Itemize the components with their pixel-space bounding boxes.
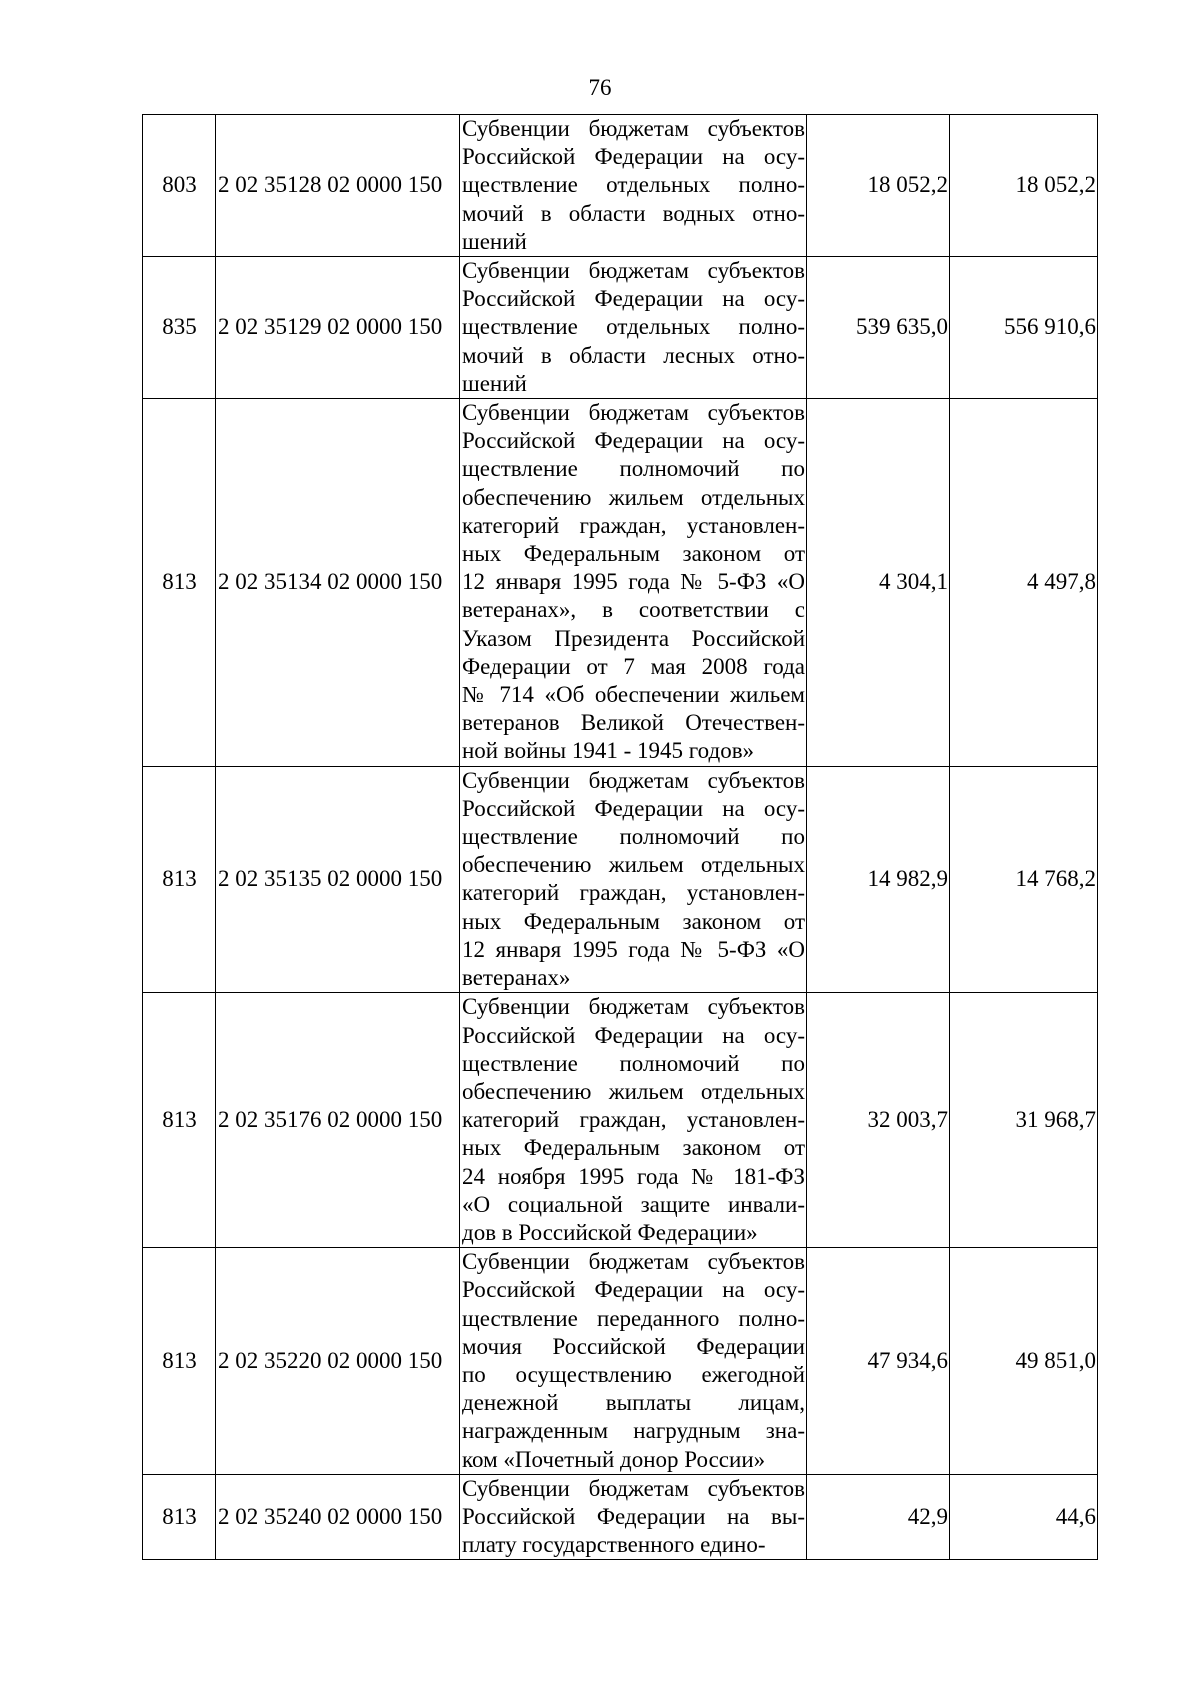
description-line: 24 ноября 1995 года № 181-ФЗ xyxy=(462,1163,805,1189)
amount-year2-cell: 14 768,2 xyxy=(950,766,1098,993)
description-line: категорий граждан, установлен- xyxy=(462,880,805,906)
table-row xyxy=(143,1248,1098,1475)
description-line: Субвенции бюджетам субъектов xyxy=(462,1249,805,1275)
description-line: ной войны 1941 - 1945 годов» xyxy=(462,738,755,764)
amount-year2-cell: 31 968,7 xyxy=(950,993,1098,1248)
description-line: Субвенции бюджетам субъектов xyxy=(462,116,805,141)
table-row xyxy=(143,993,1098,1248)
budget-classification-code-cell: 2 02 35240 02 0000 150 xyxy=(216,1474,460,1560)
amount-year1-cell: 14 982,9 xyxy=(807,766,950,993)
amount-year1-cell: 539 635,0 xyxy=(807,257,950,399)
description-line: ных Федеральным законом от xyxy=(462,541,805,567)
budget-classification-code-cell: 2 02 35220 02 0000 150 xyxy=(216,1248,460,1475)
description-line: мочия Российской Федерации xyxy=(462,1333,805,1359)
description-line: Субвенции бюджетам субъектов xyxy=(462,400,805,426)
page-number: 76 xyxy=(588,75,612,100)
amount-year2-cell: 49 851,0 xyxy=(950,1248,1098,1475)
budget-classification-code-cell: 2 02 35128 02 0000 150 xyxy=(216,115,460,257)
description-line: ществление полномочий по xyxy=(462,456,805,482)
amount-year2-cell: 4 497,8 xyxy=(950,399,1098,767)
table-row xyxy=(143,766,1098,993)
description-line: ществление переданного полно- xyxy=(462,1305,805,1331)
admin-code-cell: 813 xyxy=(143,399,216,767)
amount-year1-cell: 47 934,6 xyxy=(807,1248,950,1475)
description-line: Российской Федерации на осу- xyxy=(462,286,805,312)
description-line: ществление отдельных полно- xyxy=(462,172,805,198)
description-line: плату государственного едино- xyxy=(462,1532,766,1558)
description-line: Субвенции бюджетам субъектов xyxy=(462,1475,805,1501)
description-line: Российской Федерации на вы- xyxy=(462,1503,805,1529)
description-line: Субвенции бюджетам субъектов xyxy=(462,258,805,284)
description-line: денежной выплаты лицам, xyxy=(462,1390,805,1416)
table-row xyxy=(143,115,1098,257)
description-cell xyxy=(460,115,807,257)
budget-table xyxy=(142,114,1098,1560)
description-line: обеспечению жильем отдельных xyxy=(462,1078,805,1104)
admin-code-cell: 813 xyxy=(143,993,216,1248)
description-line: Российской Федерации на осу- xyxy=(462,144,805,170)
table-row xyxy=(143,1474,1098,1560)
description-line: «О социальной защите инвали- xyxy=(462,1191,805,1217)
description-line: обеспечению жильем отдельных xyxy=(462,852,805,878)
description-line: ных Федеральным законом от xyxy=(462,908,805,934)
description-line: ществление полномочий по xyxy=(462,824,805,850)
description-cell xyxy=(460,399,807,767)
admin-code-cell: 813 xyxy=(143,1248,216,1475)
description-line: Субвенции бюджетам субъектов xyxy=(462,994,805,1020)
description-line: 12 января 1995 года № 5-ФЗ «О xyxy=(462,936,805,962)
description-line: шений xyxy=(462,370,527,396)
description-line: ветеранов Великой Отечествен- xyxy=(462,710,805,736)
amount-year1-cell: 4 304,1 xyxy=(807,399,950,767)
description-line: Российской Федерации на осу- xyxy=(462,428,805,454)
table-row xyxy=(143,257,1098,399)
description-line: ных Федеральным законом от xyxy=(462,1135,805,1161)
description-line: категорий граждан, установлен- xyxy=(462,1107,805,1133)
description-line: Федерации от 7 мая 2008 года xyxy=(462,653,805,679)
amount-year1-cell: 32 003,7 xyxy=(807,993,950,1248)
description-line: Российской Федерации на осу- xyxy=(462,1022,805,1048)
description-line: обеспечению жильем отдельных xyxy=(462,484,805,510)
description-cell xyxy=(460,1248,807,1475)
budget-classification-code-cell: 2 02 35129 02 0000 150 xyxy=(216,257,460,399)
description-line: ветеранах», в соответствии с xyxy=(462,597,805,623)
description-line: Указом Президента Российской xyxy=(462,625,805,651)
amount-year2-cell: 18 052,2 xyxy=(950,115,1098,257)
description-cell xyxy=(460,1474,807,1560)
description-line: по осуществлению ежегодной xyxy=(462,1361,805,1387)
table-row xyxy=(143,399,1098,767)
amount-year1-cell: 18 052,2 xyxy=(807,115,950,257)
description-line: дов в Российской Федерации» xyxy=(462,1219,758,1245)
description-line: ком «Почетный донор России» xyxy=(462,1446,766,1472)
description-cell xyxy=(460,257,807,399)
description-line: Российской Федерации на осу- xyxy=(462,795,805,821)
description-cell xyxy=(460,766,807,993)
description-line: мочий в области водных отно- xyxy=(462,200,805,226)
description-line: ветеранах» xyxy=(462,965,571,991)
admin-code-cell: 813 xyxy=(143,766,216,993)
description-line: ществление отдельных полно- xyxy=(462,314,805,340)
admin-code-cell: 813 xyxy=(143,1474,216,1560)
admin-code-cell: 803 xyxy=(143,115,216,257)
description-line: № 714 «Об обеспечении жильем xyxy=(462,682,805,708)
description-line: категорий граждан, установлен- xyxy=(462,512,805,538)
amount-year2-cell: 44,6 xyxy=(950,1474,1098,1560)
description-cell xyxy=(460,993,807,1248)
description-line: Субвенции бюджетам субъектов xyxy=(462,767,805,793)
description-line: награжденным нагрудным зна- xyxy=(462,1418,805,1444)
description-line: Российской Федерации на осу- xyxy=(462,1277,805,1303)
amount-year1-cell: 42,9 xyxy=(807,1474,950,1560)
budget-classification-code-cell: 2 02 35134 02 0000 150 xyxy=(216,399,460,767)
budget-classification-code-cell: 2 02 35176 02 0000 150 xyxy=(216,993,460,1248)
budget-classification-code-cell: 2 02 35135 02 0000 150 xyxy=(216,766,460,993)
amount-year2-cell: 556 910,6 xyxy=(950,257,1098,399)
table-body xyxy=(143,115,1098,1560)
admin-code-cell: 835 xyxy=(143,257,216,399)
description-line: мочий в области лесных отно- xyxy=(462,342,805,368)
description-line: 12 января 1995 года № 5-ФЗ «О xyxy=(462,569,805,595)
description-line: шений xyxy=(462,228,527,254)
description-line: ществление полномочий по xyxy=(462,1050,805,1076)
